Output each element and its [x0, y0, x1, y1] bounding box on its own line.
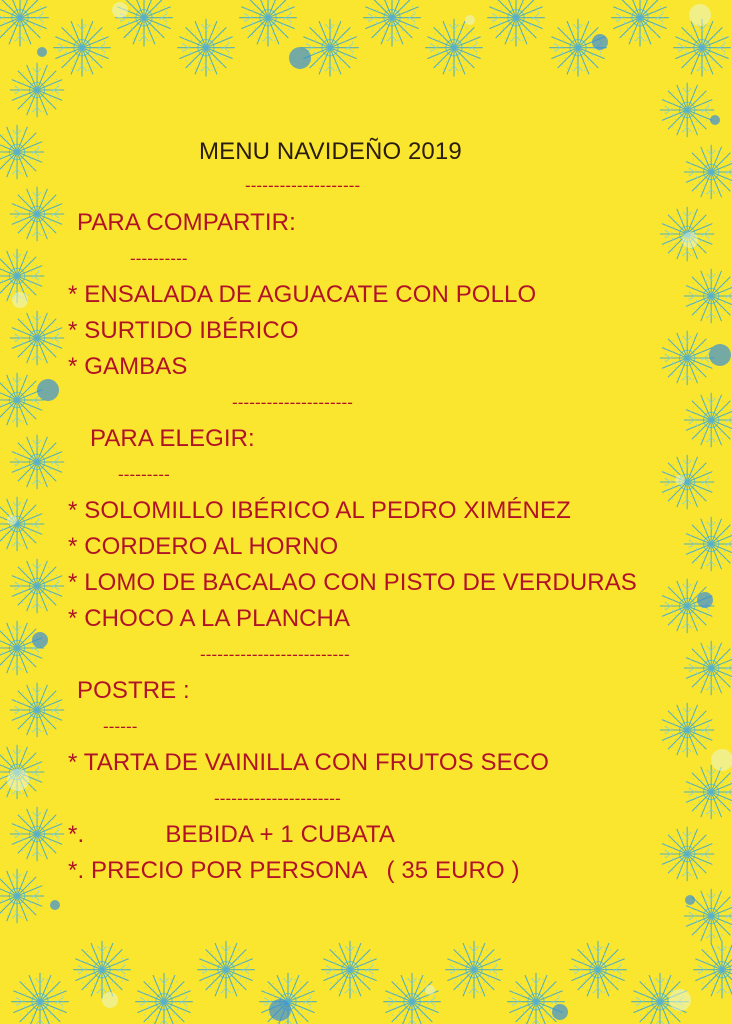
snowflake-icon	[53, 19, 111, 77]
snowflake-icon	[660, 455, 714, 509]
bokeh-dot	[682, 232, 698, 248]
menu-item: * GAMBAS	[68, 353, 188, 380]
menu-item: * ENSALADA DE AGUACATE CON POLLO	[68, 281, 537, 308]
snowflake-icon	[684, 641, 732, 695]
menu-item: * TARTA DE VAINILLA CON FRUTOS SECO	[68, 749, 549, 776]
bokeh-dot	[37, 47, 47, 57]
snowflake-icon	[10, 683, 64, 737]
snowflake-icon	[10, 559, 64, 613]
snowflake-icon	[660, 83, 714, 137]
divider: ------	[103, 717, 138, 736]
snowflake-icon	[383, 973, 441, 1024]
snowflake-icon	[73, 941, 131, 999]
drink-line: *. BEBIDA + 1 CUBATA	[68, 821, 395, 848]
bokeh-dot	[710, 115, 720, 125]
snowflake-icon	[10, 435, 64, 489]
price-line: *. PRECIO POR PERSONA ( 35 EURO )	[68, 857, 520, 884]
snowflake-icon	[684, 517, 732, 571]
section-heading-postre: POSTRE :	[77, 677, 190, 704]
bokeh-dot	[465, 15, 475, 25]
snowflake-icon	[660, 331, 714, 385]
menu-item: * CHOCO A LA PLANCHA	[68, 605, 351, 632]
snowflake-icon	[684, 145, 732, 199]
bokeh-dot	[689, 4, 711, 26]
snowflake-icon	[611, 0, 669, 46]
snowflake-icon	[487, 0, 545, 46]
bokeh-dot	[12, 292, 28, 308]
snowflake-icon	[10, 311, 64, 365]
snowflake-icon	[135, 973, 193, 1024]
divider: --------------------	[245, 176, 361, 195]
snowflake-icon	[445, 941, 503, 999]
bokeh-dot	[289, 47, 311, 69]
snowflake-icon	[10, 187, 64, 241]
bokeh-dot	[711, 749, 732, 771]
bokeh-dot	[269, 999, 291, 1021]
divider: ---------------------	[232, 393, 353, 412]
snowflake-icon	[239, 0, 297, 46]
snowflake-icon	[425, 19, 483, 77]
bokeh-dot	[697, 592, 713, 608]
bokeh-dot	[7, 769, 29, 791]
menu-item: * CORDERO AL HORNO	[68, 533, 339, 560]
snowflake-icon	[321, 941, 379, 999]
section-heading-elegir: PARA ELEGIR:	[90, 425, 255, 452]
bokeh-dot	[7, 515, 17, 525]
bokeh-dot	[709, 344, 731, 366]
divider: ----------------------	[214, 789, 341, 808]
section-heading-compartir: PARA COMPARTIR:	[77, 209, 296, 236]
snowflake-icon	[660, 703, 714, 757]
bokeh-dot	[32, 632, 48, 648]
snowflake-icon	[363, 0, 421, 46]
menu-item: * SURTIDO IBÉRICO	[68, 317, 299, 344]
snowflake-icon	[0, 869, 44, 923]
divider: ---------	[118, 465, 170, 484]
bokeh-dot	[669, 989, 691, 1011]
snowflake-icon	[0, 0, 49, 46]
snowflake-icon	[11, 973, 69, 1024]
bokeh-dot	[37, 379, 59, 401]
snowflake-icon	[0, 497, 44, 551]
snowflake-icon	[10, 807, 64, 861]
snowflake-icon	[684, 269, 732, 323]
divider: --------------------------	[200, 645, 350, 664]
menu-item: * SOLOMILLO IBÉRICO AL PEDRO XIMÉNEZ	[68, 497, 571, 524]
bokeh-dot	[112, 2, 128, 18]
bokeh-dot	[592, 34, 608, 50]
snowflake-icon	[10, 63, 64, 117]
bokeh-dot	[552, 1004, 568, 1020]
bokeh-dot	[102, 992, 118, 1008]
bokeh-dot	[685, 895, 695, 905]
snowflake-icon	[0, 373, 44, 427]
menu-item: * LOMO DE BACALAO CON PISTO DE VERDURAS	[68, 569, 637, 596]
snowflake-icon	[673, 19, 731, 77]
snowflake-icon	[0, 125, 44, 179]
menu-title: MENU NAVIDEÑO 2019	[199, 138, 462, 165]
snowflake-icon	[660, 827, 714, 881]
bokeh-dot	[50, 900, 60, 910]
snowflake-icon	[197, 941, 255, 999]
snowflake-icon	[684, 765, 732, 819]
snowflake-icon	[684, 393, 732, 447]
snowflake-icon	[0, 621, 44, 675]
snowflake-icon	[301, 19, 359, 77]
snowflake-icon	[693, 941, 732, 999]
snowflake-icon	[569, 941, 627, 999]
divider: ----------	[130, 249, 188, 268]
snowflake-icon	[177, 19, 235, 77]
bokeh-dot	[675, 475, 685, 485]
bokeh-dot	[425, 985, 435, 995]
